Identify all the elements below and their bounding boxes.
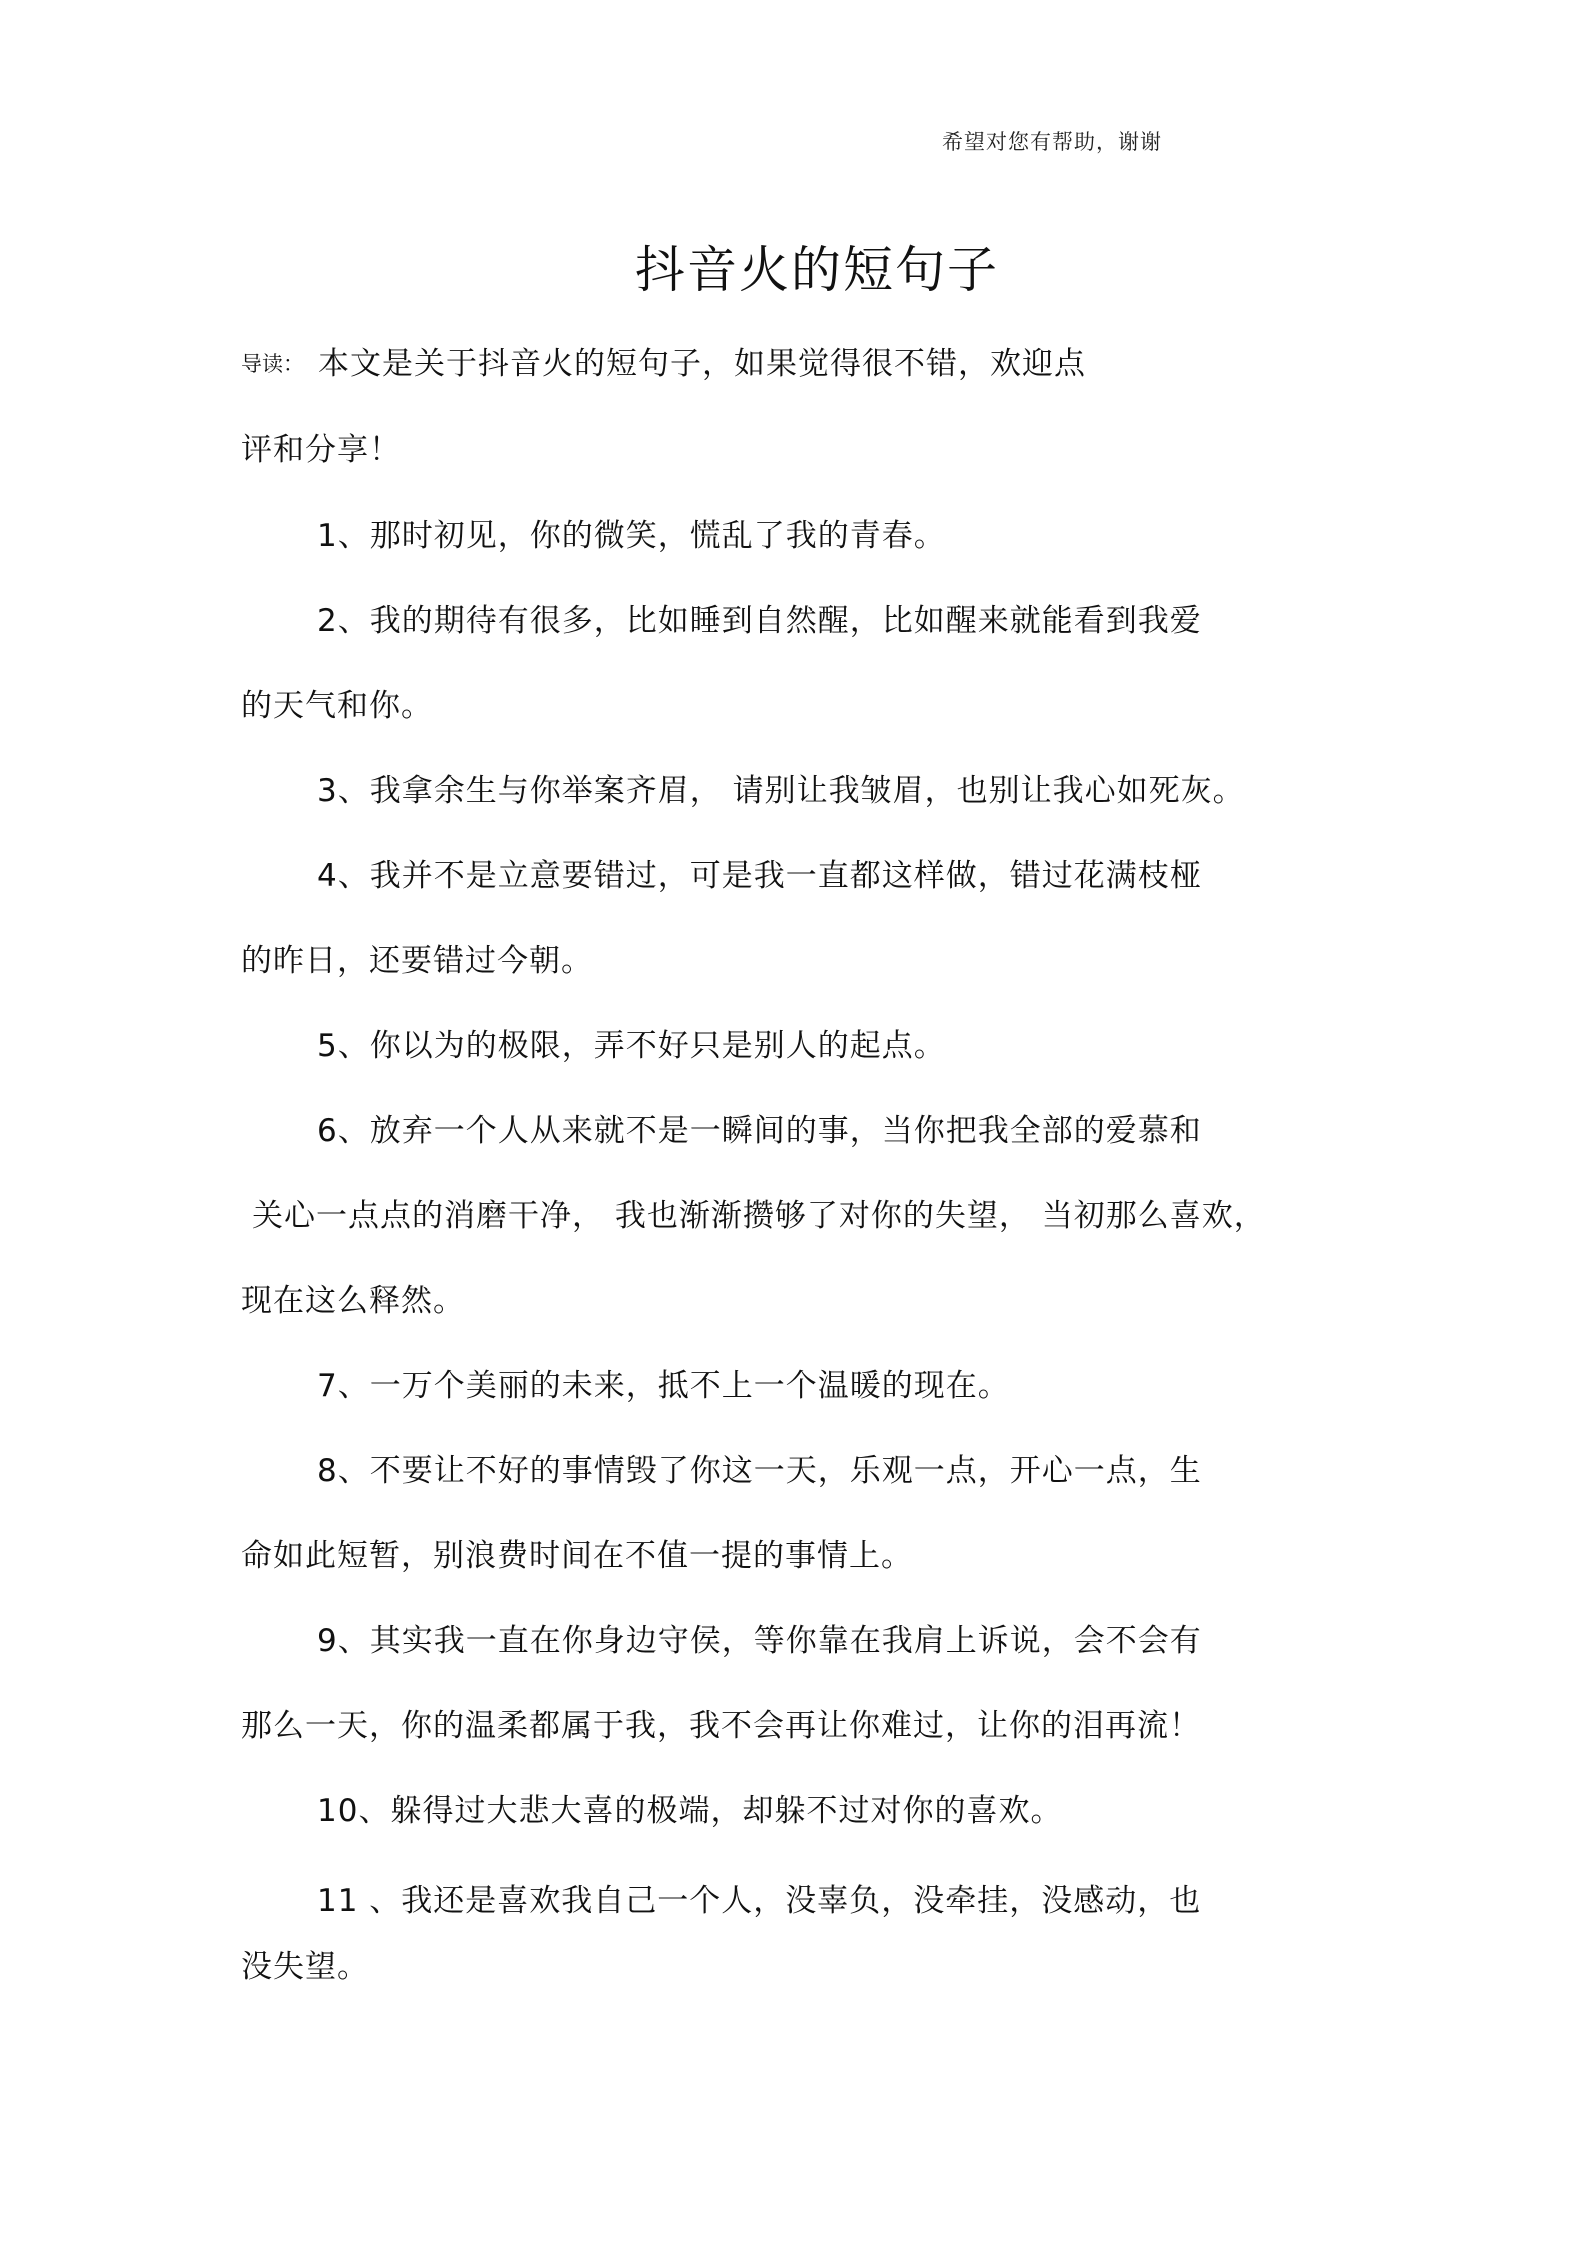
- list-item-5: 5、你以为的极限，弄不好只是别人的起点。: [317, 1028, 946, 1064]
- header-note: 希望对您有帮助，谢谢: [942, 130, 1162, 154]
- intro-paragraph-line-1: [241, 344, 1086, 384]
- list-item-2: 2、我的期待有很多，比如睡到自然醒，比如醒来就能看到我爱: [317, 603, 1202, 639]
- intro-label: 导读：: [241, 352, 304, 376]
- list-item-6: 6、放弃一个人从来就不是一瞬间的事，当你把我全部的爱慕和: [317, 1113, 1202, 1149]
- list-item-9: 9、其实我一直在你身边守侯，等你靠在我肩上诉说，会不会有: [317, 1623, 1202, 1659]
- list-item-7: 7、一万个美丽的未来，抵不上一个温暖的现在。: [317, 1368, 1010, 1404]
- list-item-4: 4、我并不是立意要错过，可是我一直都这样做，错过花满枝桠: [317, 858, 1202, 894]
- list-item-10: 10、躲得过大悲大喜的极端，却躲不过对你的喜欢。: [317, 1793, 1063, 1829]
- list-item-3: 3、我拿余生与你举案齐眉， 请别让我皱眉，也别让我心如死灰。: [317, 773, 1245, 809]
- page-title: 抖音火的短句子: [635, 241, 999, 299]
- list-item-9-continuation: 那么一天，你的温柔都属于我，我不会再让你难过，让你的泪再流！: [241, 1708, 1201, 1744]
- intro-paragraph-line-2: 评和分享！: [241, 432, 401, 468]
- list-item-8-continuation: 命如此短暂，别浪费时间在不值一提的事情上。: [241, 1538, 913, 1574]
- list-item-6-continuation-2: 现在这么释然。: [241, 1283, 465, 1319]
- intro-text: 本文是关于抖音火的短句子，如果觉得很不错，欢迎点: [318, 346, 1086, 382]
- list-item-2-continuation: 的天气和你。: [241, 688, 433, 724]
- list-item-1: 1、那时初见，你的微笑，慌乱了我的青春。: [317, 518, 946, 554]
- list-item-4-continuation: 的昨日，还要错过今朝。: [241, 943, 593, 979]
- list-item-11: 11 、我还是喜欢我自己一个人，没辜负，没牵挂，没感动，也: [317, 1883, 1202, 1919]
- list-item-11-continuation: 没失望。: [241, 1949, 369, 1985]
- list-item-8: 8、不要让不好的事情毁了你这一天，乐观一点，开心一点，生: [317, 1453, 1202, 1489]
- list-item-6-continuation-1: 关心一点点的消磨干净， 我也渐渐攒够了对你的失望， 当初那么喜欢，: [252, 1198, 1266, 1234]
